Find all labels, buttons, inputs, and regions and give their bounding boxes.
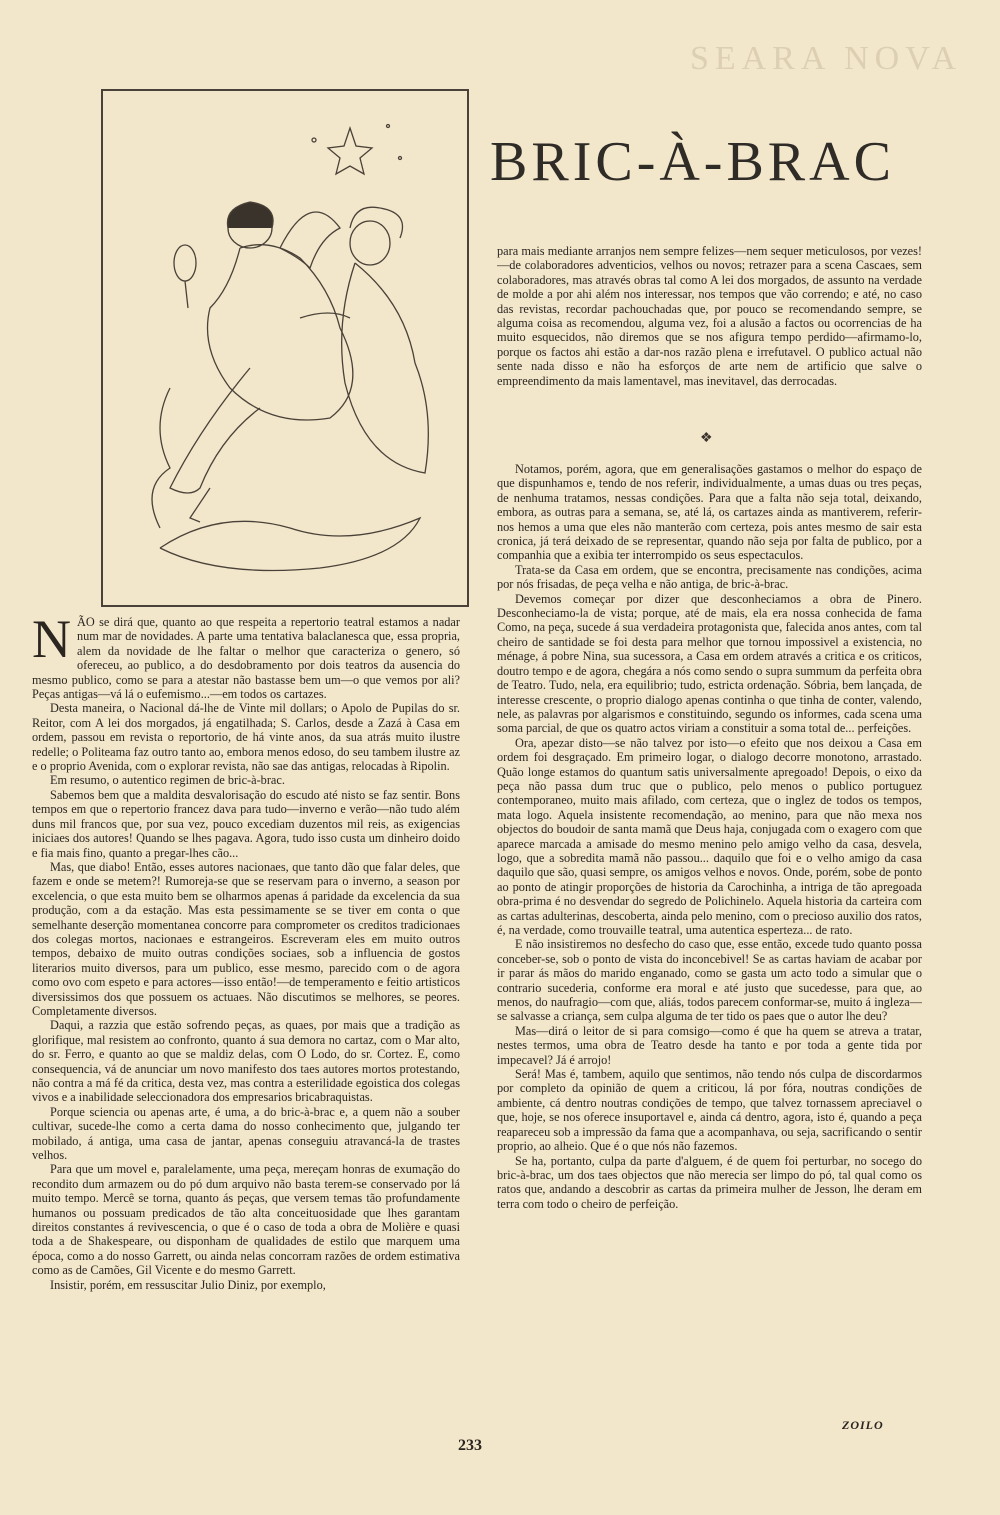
paragraph: Insistir, porém, em ressuscitar Julio Diniz, por exemplo, [50,1277,326,1292]
paragraph: Notamos, porém, agora, que em generalisações gastamos o melhor do espaço de que dispunhamos e, tendo de nos referir, individualmente, a umas duas ou tres peças, de nenhuma tratamos, nessas condições. Para que a falta não seja total, deixando, embora, as outras para a semana, se, até lá, os cartazes ainda as mantiverem, referir-nos hemos a uma que eles não manterão com certeza, pois antes mesmo de sair esta cronica, já terá deixado de se representar, quando não seja por falta de publico, por a companhia que a exibia ter interrompido os seus espectaculos. [497,462,922,563]
left-column [32,615,460,1405]
paragraph: Trata-se da Casa em ordem, que se encontra, precisamente nas condições, acima por nós frisadas, de peça velha e não antiga, de bric-à-brac. [497,562,922,592]
ornament-icon: ❖ [700,431,713,446]
running-head: SEARA NOVA [690,40,962,77]
right-column-top [497,244,922,444]
paragraph: E não insistiremos no desfecho do caso que, esse então, excede tudo quanto possa conceber-se, sob o ponto de vista do inconcebivel! Se as cartas haviam de acabar por ir parar ás mãos do marido enganado, como se gasta um acto todo a simular que o contrario sucederia, conforme era moral e até justo que sucedesse, para que, ao menos, do naufragio—com que, aliás, todos parecem conformar-se, muito á ingleza—se salvasse a criança, sem culpa alguma de ter tido os paes que o autor lhe deu? [497,937,922,1024]
paragraph: Devemos começar por dizer que desconheciamos a obra de Pinero. Desconheciamo-la de vista; porque, até de mais, ela era nossa conhecida de fama Como, na peça, sucede á sua verdadeira protagonista que, falecida anos antes, com tal cheiro de santidade se foi desta para melhor que tornou impossivel a existencia, no ménage, á pobre Nina, sua sucessora, a Casa em ordem através a critica e os criticos, doutro tempo e de agora, chegára a nós como sendo o supra summum da perfeita obra de Teatro. Tudo, nela, era equilibrio; tudo, estricta ordenação. Sóbria, bem lançada, de interesse crescente, o proprio dialogo apenas continha o que tinha de conter, valendo, nele, as palavras por algarismos e constituindo, segundo os informes, cada scena uma soma parcial, de que os quatro actos viriam a constituir a soma total de... perfeições. [497,591,922,736]
paragraph: Será! Mas é, tambem, aquilo que sentimos, não tendo nós culpa de discordarmos por completo da opinião de quem a criticou, lá por fóra, noutras condições de ambiente, cá dentro noutras condições de tempo, que talvez tornassem apreciavel o que, hoje, se nos oferece insuportavel e, ainda cá dentro, agora, isto é, quando a peça reapareceu sob a impressão da fama que a acompanhava, ou seja, sacrificando o sentir proprio, ao alheio. Que é o que nós não fazemos. [497,1067,922,1154]
paragraph: Mas—dirá o leitor de si para comsigo—como é que ha quem se atreva a tratar, nestes termos, uma obra de Teatro desde ha tanto e por toda a gente tida por impecavel? Já é arrojo! [497,1023,922,1067]
paragraph: ÃO se dirá que, quanto ao que respeita a repertorio teatral estamos a nadar num mar de novidades. A parte uma tentativa balaclanesca que, essa propria, alem da novidade de lhe faltar o melhor que caracteriza o genero, só ofereceu, ao publico, a do desdobramento por dois teatros da ausencia do mesmo publico, como se para a atestar não bastasse bem um—o que vemos por ali? Peças antigas—vá lá o eufemismo...—em todos os cartazes. [32,615,460,702]
star-icon [328,128,372,174]
page-number: 233 [458,1437,482,1454]
paragraph: Ora, apezar disto—se não talvez por isto—o efeito que nos deixou a Casa em ordem foi desgraçado. Em primeiro logar, o dialogo decorre monotono, arrastado. Quão longe estamos do quantum satis universalmente apregoado! Depois, o eixo da peça não passa dum truc que o publico, pelo menos o publico portuguez contemporaneo, muito mais afilado, com certeza, que o inglez de todos os tempos, mata logo. Aquela insistente recomendação, ao menino, para que não mexa nos objectos do boudoir de santa mamã que Deus haja, conjugada com o exagero com que aparece marcada a amisade do mesmo menino pelo amigo velho da casa, desvela, logo, que a sobredita mamã não passou... daquilo que foi e o velho amigo da casa daquilo que são, quasi sempre, os amigos velhos e novos. Onde, porém, sobe de ponto ao ponto de atingir proporções de historia da Carochinha, a intriga de tão apregoada obra-prima é no desvendar do segredo de Polichinelo. Aquela historia da carteira com as cartas adulterinas, descoberta, ainda pelo menino, com o precioso auxilio dos ratos, é, na verdade, como trouvaille teatral, uma autentica esperteza... de rato. [497,735,922,937]
paragraph: Daqui, a razzia que estão sofrendo peças, as quaes, por mais que a tradição as glorifique, mal resistem ao confronto, quanto á sua demora no cartaz, com o Mar alto, do sr. Ferro, e quanto ao que se maldiz delas, com O Lodo, do sr. Cortez. E, como consequencia, vá de anunciar um novo manifesto dos taes autores mortos protestando, não contra a má fé da critica, desta vez, mas contra a esterilidade egoistica dos colegas vivos e a inabilidade seleccionadora dos empresarios bricabraquistas. [32,1018,460,1105]
paragraph: para mais mediante arranjos nem sempre felizes—nem sequer meticulosos, por vezes!—de colaboradores adventicios, velhos ou novos; retrazer para a scena Cascaes, sem colaboradores, mas através obras tal como A lei dos morgados, de assunto na verdade de molde a por ahi além nos interessar, nos tempos que vão correndo; e até, no caso das revistas, recordar pachouchadas que, por pouco se recomendando sempre, se alguma coisa as recomendou, alguma vez, foi a alusão a factos ou ocorrencias de ha muito esquecidos, não diremos que se nos afigura tempo perdido—afirmamo-lo, porque os factos ahi estão a dar-nos razão plena e irrefutavel. O publico actual não sente nada disso e não ha esforços de arte nem de artificio que salve o empreendimento da mais lamentavel, mas inevitavel, das derrocadas. [497,244,922,388]
paragraph: Sabemos bem que a maldita desvalorisação do escudo até nisto se faz sentir. Bons tempos em que o repertorio francez dava para tudo—inverno e verão—não tudo além duns mil francos que, por sua vez, pouco excediam duzentos mil reis, as exigencias iniciaes dos autores! Quando se lhes pagava. Agora, tudo isso custa um dinheiro doido e fia mais fino, quanto a pregar-lhes cão... [32,787,460,860]
paragraph: Em resumo, o autentico regimen de bric-à-brac. [50,773,285,788]
right-column-bottom [497,462,922,1412]
illustration [100,88,470,608]
paragraph: Mas, que diabo! Então, esses autores nacionaes, que tanto dão que falar deles, que fazem e onde se metem?! Rumoreja-se que se reservam para o inverno, a season por excelencia, o que esta muito bem se olharmos apenas á paridade da excelencia da sua produção, com a da estação. Mas esta pessimamente se se tiver em conta o que semelhante deserção momentanea concorre para comprometer os creditos tradicionaes dos colegas mortos, nacionaes e estrangeiros. Escreveram eles em muito outros tempos, debaixo de muito outras condições sociaes, sob a influencia de gostos literarios muito diversos, para um publico, esse mesmo, parecido com o de agora como ovo com espeto e para actores—isso então!—de temperamento e feitio artisticos diversissimos dos que possuem os actuaes. Não discutimos se melhores, se peores. Completamente diversos. [32,859,460,1018]
paragraph: Desta maneira, o Nacional dá-lhe de Vinte mil dollars; o Apolo de Pupilas do sr. Reitor, com A lei dos morgados, já engatilhada; S. Carlos, desde a Zazá à Casa em ordem, passou em revista o reportorio, de há vinte anos, da sua atrás muito ilustre redelle; o Politeama faz outro tanto ao, embora menos edoso, do seu tambem ilustre az e o proprio Avenida, com o explorar revista, não sae das antigas, relocadas à Ripolin. [32,701,460,774]
paragraph: Porque sciencia ou apenas arte, é uma, a do bric-à-brac e, a quem não a souber cultivar, sucede-lhe como a certa dama do nosso conhecimento que, julgando ter mobilado, á antiga, uma casa de jantar, apenas conseguiu atravancá-la de trastes velhos. [32,1104,460,1163]
article-title: BRIC-À-BRAC [490,131,895,193]
drop-cap: N [32,615,71,669]
paragraph: Para que um movel e, paralelamente, uma peça, mereçam honras de exumação do recondito dum armazem ou do pó dum arquivo não basta terem-se conservado por lá muito tempo. Mercê se torna, quanto ás peças, que versem temas tão profundamente humanos ou possuam predicados de tão alta conceituosidade que lhes garantam direitos constantes á revivescencia, o que é o caso de toda a obra de Molière e quasi toda a de Shakespeare, ou disponham de qualidades de estilo que marquem uma época, como a do nosso Garrett, ou ainda nelas concorram razões de ordem estimativa como as de Camões, Gil Vicente e do mesmo Garrett. [32,1162,460,1278]
paragraph: Se ha, portanto, culpa da parte d'alguem, é de quem foi perturbar, no socego do bric-à-brac, um dos taes objectos que não merecia ser limpo do pó, tal qual como os ratos que, andando a descobrir as cartas da primeira mulher de Jesson, lhe deram em terra com todo o cheiro de perfeição. [497,1153,922,1211]
author-signature: ZOILO [842,1418,884,1432]
